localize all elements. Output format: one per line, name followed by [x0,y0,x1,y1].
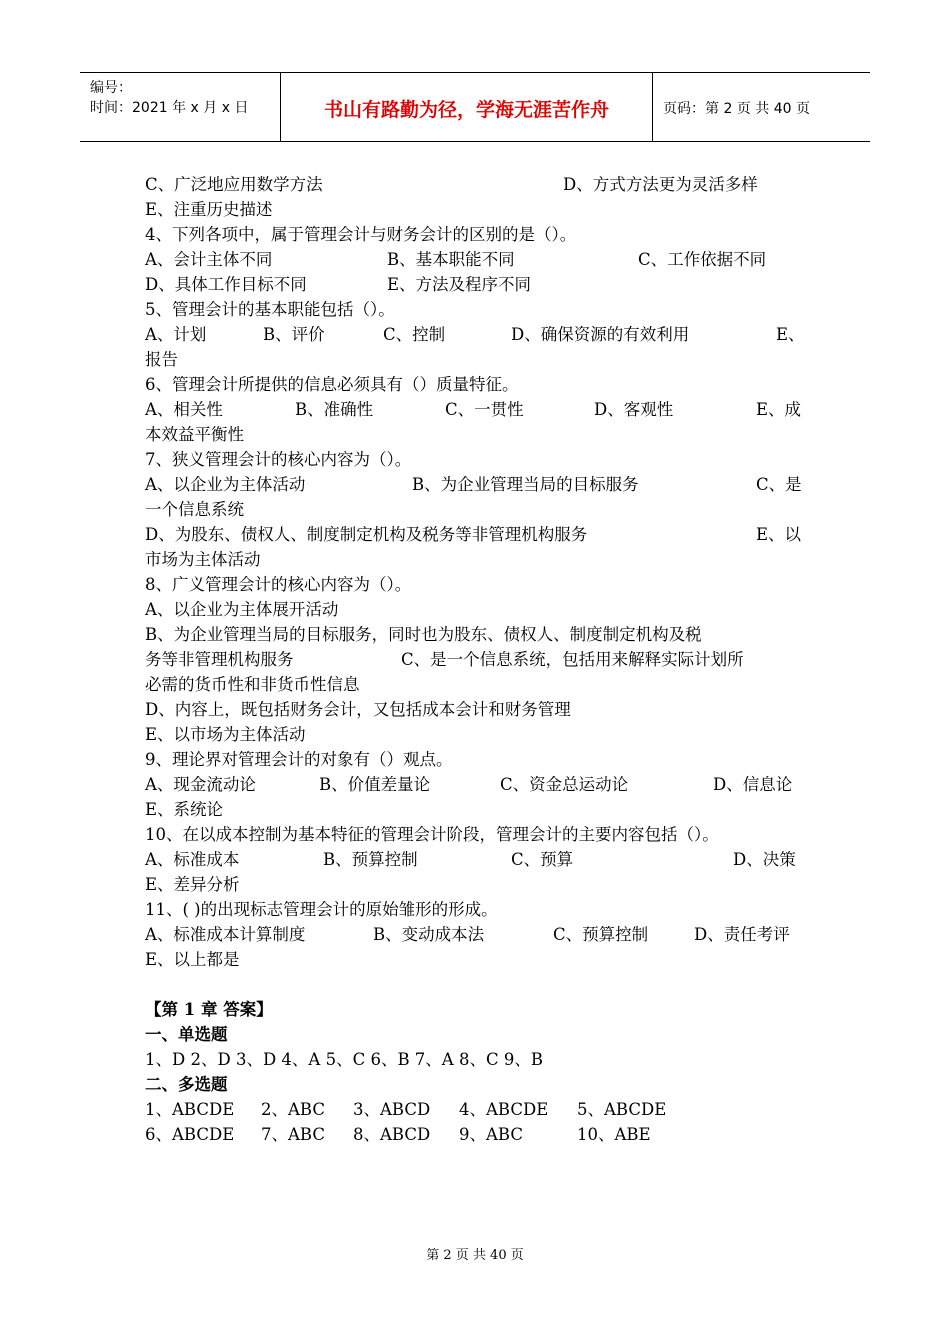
page-header [80,72,870,142]
text-segment: A、标准成本计算制度 [145,925,306,944]
text-segment: C、控制 [383,325,446,344]
text-segment: D、为股东、债权人、制度制定机构及税务等非管理机构服务 [145,525,588,544]
text-line [145,397,807,422]
text-segment: 1、D 2、D 3、D 4、A 5、C 6、B 7、A 8、C 9、B [145,1050,543,1069]
text-segment: 10、ABE [577,1125,651,1144]
text-segment: 6、ABCDE [145,1125,235,1144]
text-line [145,722,807,747]
text-segment: E、系统论 [145,800,224,819]
text-segment: B、基本职能不同 [387,250,515,269]
document-body [145,172,807,1147]
text-segment: C、一贯性 [445,400,524,419]
text-line [145,822,807,847]
page-info: 页码：第 2 页 共 40 页 [663,101,810,117]
text-segment: 8、广义管理会计的核心内容为（）。 [145,575,412,594]
text-line [145,597,807,622]
text-segment: B、评价 [263,325,325,344]
text-segment: 9、ABC [459,1125,523,1144]
text-line [145,947,807,972]
text-segment: D、方式方法更为灵活多样 [563,175,758,194]
text-segment: 7、ABC [261,1125,325,1144]
text-segment: 务等非管理机构服务 [145,650,294,669]
text-segment: 本效益平衡性 [145,425,244,444]
text-segment: E、成 [756,400,802,419]
text-segment: C、资金总运动论 [500,775,629,794]
text-segment: B、变动成本法 [373,925,485,944]
text-segment: A、现金流动论 [145,775,256,794]
text-segment: A、以企业为主体活动 [145,475,306,494]
text-line [145,222,807,247]
text-segment: E、差异分析 [145,875,240,894]
text-line [145,297,807,322]
text-line [145,647,807,672]
text-segment: 市场为主体活动 [145,550,261,569]
text-segment: E、以市场为主体活动 [145,725,306,744]
text-line [145,747,807,772]
text-segment: 【第 1 章 答案】 [145,1000,273,1019]
text-segment: 10、在以成本控制为基本特征的管理会计阶段，管理会计的主要内容包括（）。 [145,825,719,844]
number-label: 编号： [90,80,132,96]
header-motto-cell [281,73,653,141]
text-segment: 8、ABCD [353,1125,431,1144]
text-line [145,1047,807,1072]
text-line [145,197,807,222]
text-line [145,472,807,497]
text-line [145,347,807,372]
text-segment: 3、ABCD [353,1100,431,1119]
text-segment: A、相关性 [145,400,223,419]
text-segment: E、方法及程序不同 [387,275,532,294]
text-line [145,272,807,297]
text-line [145,572,807,597]
text-line [145,1022,807,1047]
text-segment: D、客观性 [594,400,674,419]
text-segment: A、以企业为主体展开活动 [145,600,339,619]
text-segment: D、确保资源的有效利用 [511,325,690,344]
text-line [145,1097,807,1122]
text-line [145,547,807,572]
text-line [145,897,807,922]
text-line [145,622,807,647]
text-segment: D、责任考评 [694,925,790,944]
text-segment: E、以上都是 [145,950,240,969]
text-segment: 6、管理会计所提供的信息必须具有（）质量特征。 [145,375,519,394]
text-segment: 11、( )的出现标志管理会计的原始雏形的形成。 [145,900,498,919]
motto: 书山有路勤为径，学海无涯苦作舟 [323,99,609,121]
text-line [145,847,807,872]
text-segment: E、 [776,325,805,344]
text-line [145,772,807,797]
text-segment: C、是一个信息系统，包括用来解释实际计划所 [401,650,744,669]
text-segment: C、工作依据不同 [638,250,767,269]
text-line [145,797,807,822]
text-segment: C、广泛地应用数学方法 [145,175,323,194]
text-line [145,1072,807,1097]
text-line [145,372,807,397]
text-segment: D、具体工作目标不同 [145,275,307,294]
text-segment: 7、狭义管理会计的核心内容为（）。 [145,450,412,469]
text-line [145,697,807,722]
text-segment: 一、单选题 [145,1025,228,1044]
text-segment: B、准确性 [295,400,374,419]
text-segment: D、决策 [733,850,796,869]
page-footer: 第 2 页 共 40 页 [426,1248,524,1263]
text-segment: D、信息论 [713,775,793,794]
text-segment: A、标准成本 [145,850,240,869]
text-line [145,172,807,197]
text-segment: A、计划 [145,325,207,344]
text-segment: E、注重历史描述 [145,200,273,219]
text-segment: B、预算控制 [323,850,418,869]
text-segment: B、为企业管理当局的目标服务，同时也为股东、债权人、制度制定机构及税 [145,625,702,644]
text-line [145,497,807,522]
text-line [145,1122,807,1147]
text-segment: E、以 [756,525,802,544]
text-line [145,997,807,1022]
text-segment: 报告 [145,350,178,369]
text-segment: 必需的货币性和非货币性信息 [145,675,360,694]
text-segment: B、为企业管理当局的目标服务 [412,475,639,494]
text-line [145,322,807,347]
text-segment: 4、下列各项中，属于管理会计与财务会计的区别的是（）。 [145,225,577,244]
text-line [145,922,807,947]
text-segment: A、会计主体不同 [145,250,273,269]
text-segment: 4、ABCDE [459,1100,549,1119]
text-line [145,972,807,997]
header-info-cell [80,73,281,141]
text-segment: D、内容上，既包括财务会计，又包括成本会计和财务管理 [145,700,571,719]
text-segment: 二、多选题 [145,1075,228,1094]
text-segment: 2、ABC [261,1100,325,1119]
text-segment: B、价值差量论 [319,775,431,794]
text-line [145,447,807,472]
time-label: 时间：2021 年 x 月 x 日 [90,100,249,116]
text-line [145,672,807,697]
text-segment: C、预算控制 [553,925,649,944]
text-line [145,247,807,272]
text-line [145,522,807,547]
text-segment: C、是 [756,475,802,494]
text-line [145,422,807,447]
text-segment: 5、ABCDE [577,1100,667,1119]
text-segment: 一个信息系统 [145,500,244,519]
text-segment: 5、管理会计的基本职能包括（）。 [145,300,395,319]
text-segment: 1、ABCDE [145,1100,235,1119]
header-page-cell [653,73,870,141]
text-segment: C、预算 [511,850,574,869]
text-line [145,872,807,897]
text-segment: 9、理论界对管理会计的对象有（）观点。 [145,750,453,769]
